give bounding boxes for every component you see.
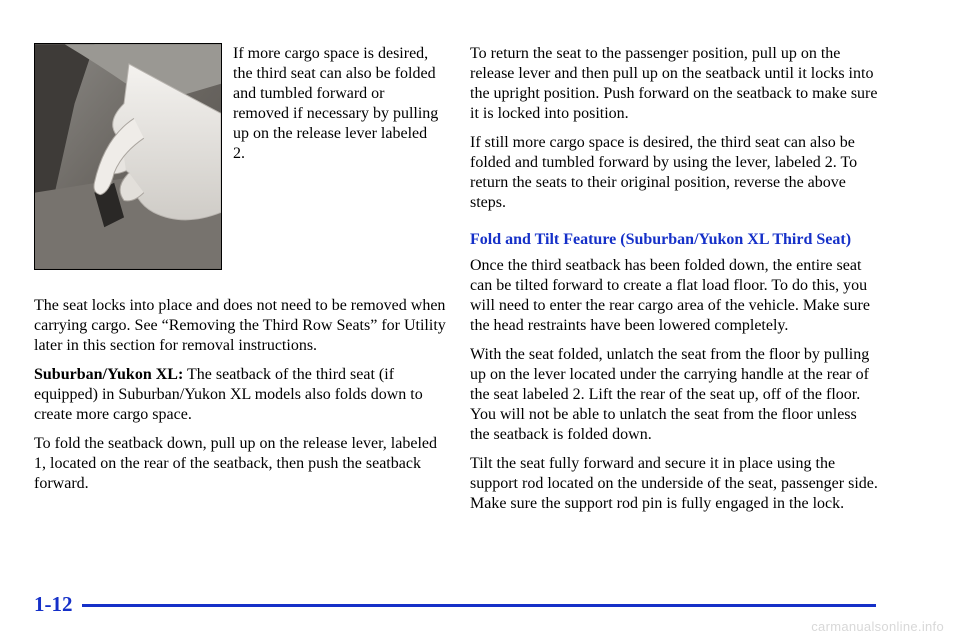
left-column — [34, 296, 446, 503]
footer-rule — [82, 604, 876, 607]
paragraph: With the seat folded, unlatch the seat from the floor by pulling up on the lever located under the carrying handle at the rear of the seat labeled 2. Lift the rear of the seat up, off of the floor. You will not be able to unlatch the seat from the floor unless the seatback is folded down. — [470, 346, 870, 443]
page-number: 1-12 — [34, 592, 73, 616]
paragraph: Once the third seatback has been folded down, the entire seat can be tilted forward to create a flat load floor. To do this, you will need to enter the rear cargo area of the vehicle. Make sure the head restraints have been lowered completely. — [470, 257, 870, 334]
paragraph: If still more cargo space is desired, the third seat can also be folded and tumbled forward by using the lever, labeled 2. To return the seats to their original position, reverse the above steps. — [470, 134, 858, 211]
paragraph: The seat locks into place and does not need to be removed when carrying cargo. See “Removing the Third Row Seats” for Utility later in this section for removal instructions. — [34, 297, 446, 354]
paragraph: To return the seat to the passenger position, pull up on the release lever and then pull up on the seatback until it locks into the upright position. Push forward on the seatback to make sure it is locked into position. — [470, 45, 878, 122]
watermark: carmanualsonline.info — [811, 619, 944, 634]
right-column — [470, 44, 880, 523]
paragraph — [34, 365, 446, 425]
section-heading: Fold and Tilt Feature (Suburban/Yukon XL Third Seat) — [470, 231, 852, 248]
seat-lever-photo — [34, 43, 222, 270]
figure-caption: If more cargo space is desired, the third seat can also be folded and tumbled forward or removed if necessary by pulling up on the release lever labeled 2. — [233, 45, 439, 162]
paragraph: To fold the seatback down, pull up on the release lever, labeled 1, located on the rear of the seatback, then push the seatback forward. — [34, 435, 437, 492]
paragraph-body: The seatback of the third seat (if equipped) in Suburban/Yukon XL models also folds down to create more cargo space. — [34, 366, 423, 423]
paragraph-lead: Suburban/Yukon XL: — [34, 366, 184, 383]
paragraph: Tilt the seat fully forward and secure it in place using the support rod located on the underside of the seat, passenger side. Make sure the support rod pin is fully engaged in the lock. — [470, 455, 878, 512]
